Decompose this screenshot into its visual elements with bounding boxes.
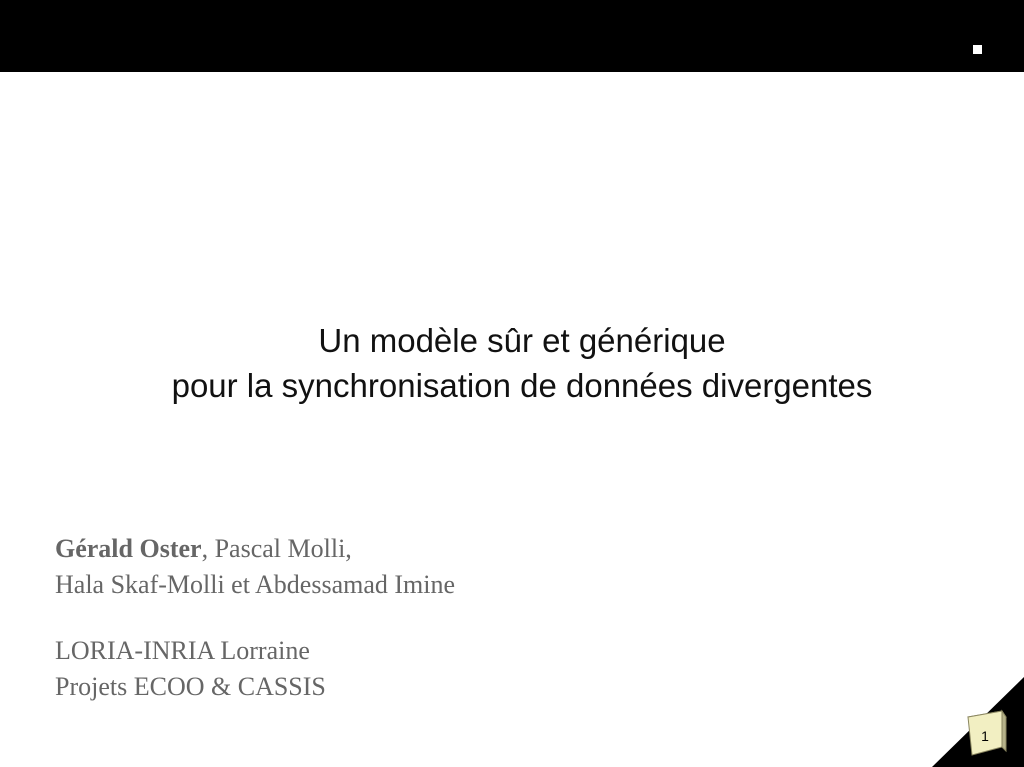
co-authors-1: , Pascal Molli, [201,534,352,563]
authors-block [55,531,455,603]
page-number: 1 [981,728,989,744]
presenter-name: Gérald Oster [55,534,202,563]
square-bullet-icon [973,45,982,54]
authors-line-1 [55,531,455,567]
affiliation-line-1: LORIA-INRIA Lorraine [55,636,310,665]
affiliation-block [55,633,326,705]
authors-line-2: Hala Skaf-Molli et Abdessamad Imine [55,570,456,599]
page-corner [932,677,1024,767]
slide-title [0,318,1024,408]
title-line-2: pour la synchronisation de données divergentes [171,367,873,404]
header-bar [0,0,1024,72]
affiliation-line-2: Projets ECOO & CASSIS [55,672,326,701]
title-line-1: Un modèle sûr et générique [318,322,726,359]
